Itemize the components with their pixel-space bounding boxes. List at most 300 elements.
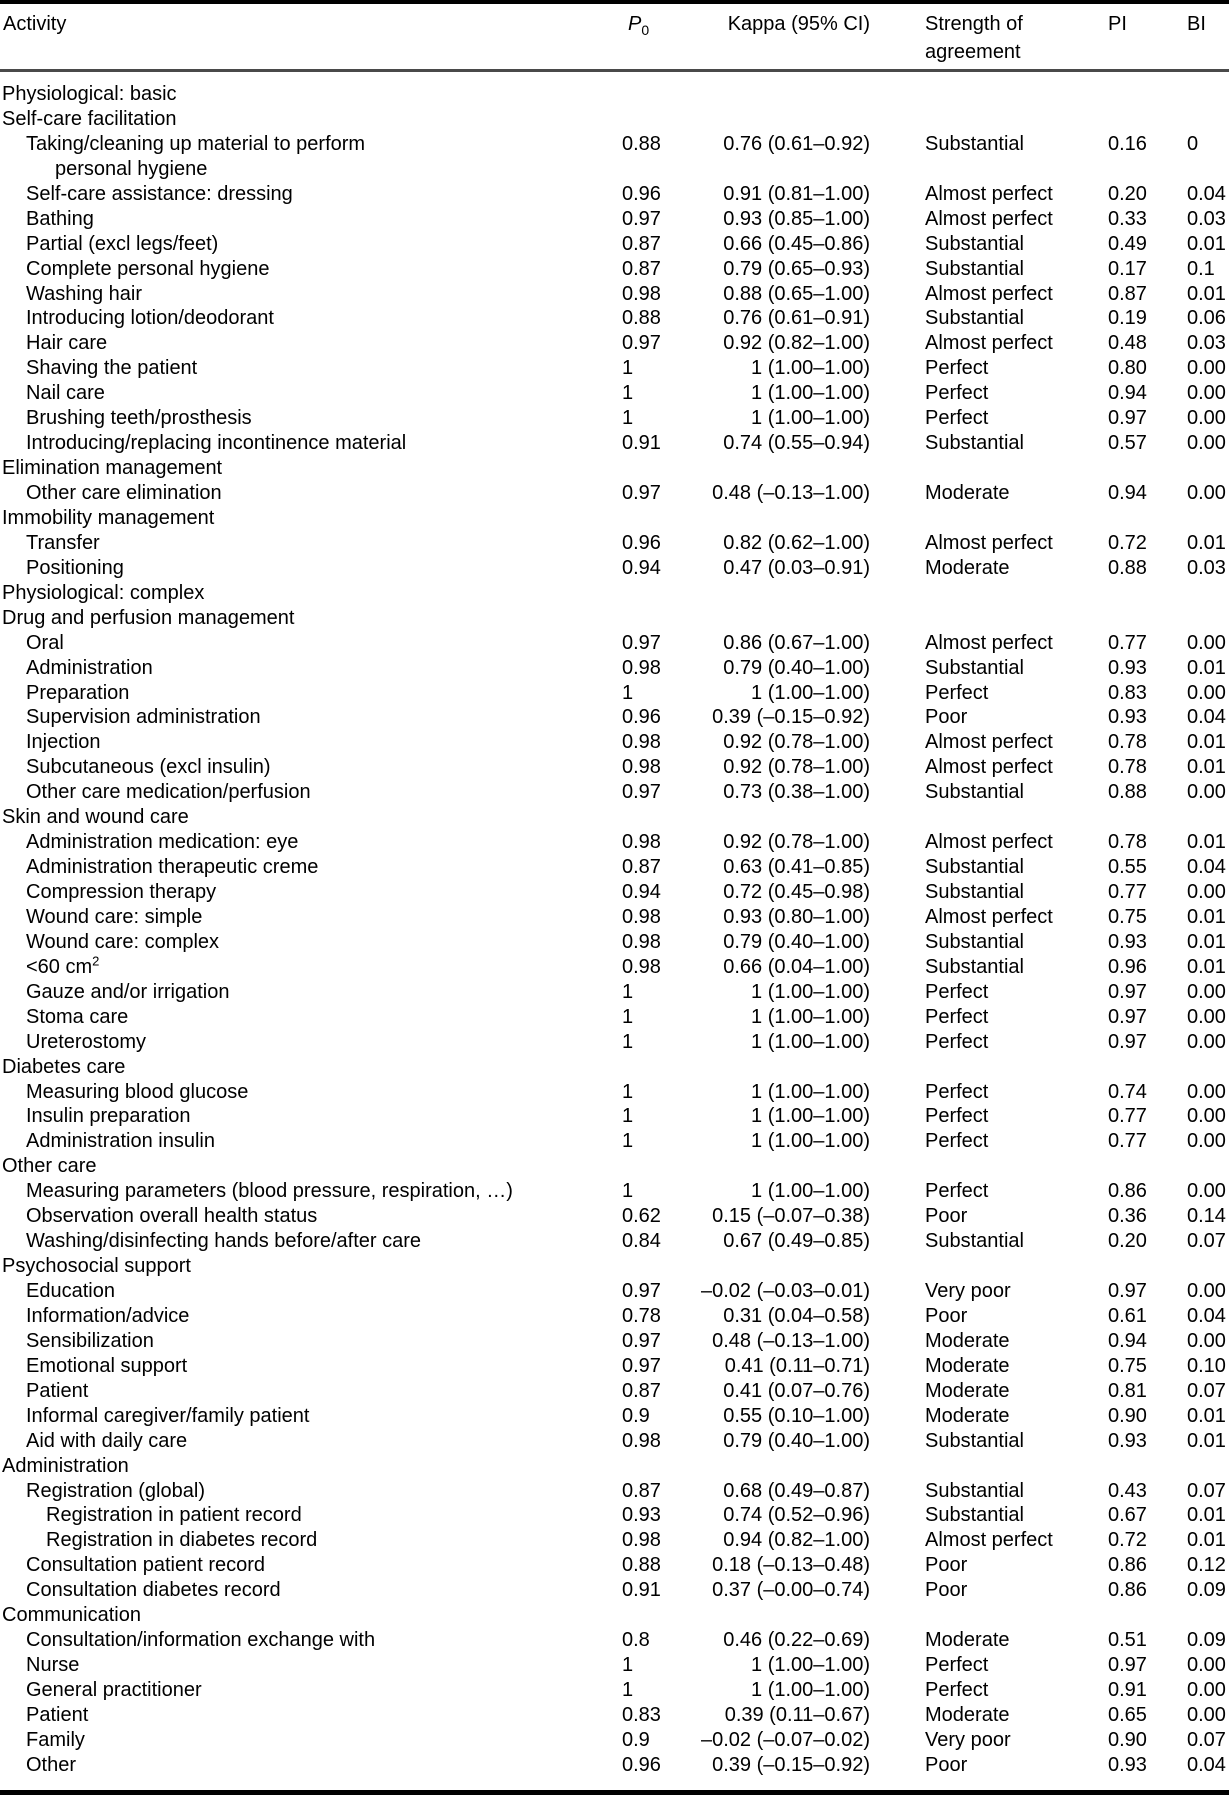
activity-label: Immobility management <box>2 506 215 529</box>
activity-cell <box>0 1154 620 1179</box>
pi-cell: 0.67 <box>1108 1504 1147 1527</box>
table-header-rule <box>0 69 1229 72</box>
kappa-cell: 0.72 (0.45–0.98) <box>723 881 870 903</box>
activity-label: Administration <box>26 656 153 679</box>
strength-cell: Almost perfect <box>925 731 1053 754</box>
activity-cell <box>0 1129 620 1154</box>
table-row <box>0 905 1229 930</box>
activity-cell <box>0 730 620 755</box>
activity-cell <box>0 1254 620 1279</box>
strength-cell: Substantial <box>925 1479 1024 1502</box>
p0-cell: 0.98 <box>622 955 661 978</box>
strength-cell: Very poor <box>925 1280 1011 1302</box>
pi-cell: 0.80 <box>1108 357 1147 380</box>
p0-cell: 0.87 <box>622 232 661 255</box>
activity-label: Hair care <box>26 332 108 355</box>
table-row <box>0 980 1229 1005</box>
kappa-cell: 0.37 (–0.00–0.74) <box>712 1579 870 1602</box>
strength-cell: Almost perfect <box>925 631 1053 654</box>
strength-cell: Poor <box>925 1205 968 1228</box>
table-row <box>0 1728 1229 1753</box>
pi-cell: 0.93 <box>1108 706 1147 729</box>
activity-label: Patient <box>26 1703 89 1726</box>
table-row <box>0 1404 1229 1429</box>
p0-cell: 1 <box>622 1679 634 1701</box>
p0-cell: 0.97 <box>622 482 661 504</box>
p0-cell: 0.87 <box>622 856 661 879</box>
bi-cell: 0.00 <box>1187 482 1226 504</box>
activity-label: Drug and perfusion management <box>2 606 295 629</box>
kappa-cell: 0.63 (0.41–0.85) <box>723 856 870 879</box>
table-row <box>0 780 1229 805</box>
pi-cell: 0.93 <box>1108 930 1147 953</box>
activity-cell <box>0 1678 620 1703</box>
bi-cell: 0.01 <box>1187 731 1226 754</box>
strength-cell: Almost perfect <box>925 905 1053 928</box>
strength-cell: Substantial <box>925 656 1024 679</box>
bi-cell: 0.01 <box>1187 1529 1226 1552</box>
activity-label: Preparation <box>26 681 130 704</box>
activity-label: Self-care assistance: dressing <box>26 182 293 205</box>
table-row <box>0 656 1229 681</box>
table-row <box>0 1179 1229 1204</box>
section-row <box>0 606 1229 631</box>
strength-cell: Substantial <box>925 257 1024 280</box>
activity-cell <box>0 356 620 381</box>
p0-cell: 0.78 <box>622 1304 661 1327</box>
kappa-cell: 0.41 (0.11–0.71) <box>724 1354 870 1377</box>
activity-cell <box>0 257 620 282</box>
activity-cell <box>0 930 620 955</box>
activity-label: Registration in patient record <box>46 1504 302 1527</box>
kappa-cell: 0.74 (0.55–0.94) <box>723 432 870 455</box>
table-row <box>0 631 1229 656</box>
activity-cell <box>0 282 620 307</box>
kappa-cell: 0.93 (0.80–1.00) <box>723 905 870 928</box>
strength-cell: Moderate <box>925 482 1010 504</box>
activity-cell <box>0 805 620 830</box>
p0-cell: 0.98 <box>622 1529 661 1552</box>
kappa-cell: 0.31 (0.04–0.58) <box>723 1304 870 1327</box>
bi-cell: 0.07 <box>1187 1479 1226 1502</box>
section-row <box>0 1454 1229 1479</box>
table-row <box>0 930 1229 955</box>
activity-cell <box>0 107 620 132</box>
bi-cell: 0.00 <box>1187 432 1226 455</box>
bi-cell: 0.04 <box>1187 1304 1226 1327</box>
activity-cell <box>0 1229 620 1254</box>
table-row <box>0 531 1229 556</box>
table-row <box>0 681 1229 706</box>
pi-cell: 0.57 <box>1108 432 1147 455</box>
bi-cell: 0.00 <box>1187 1679 1226 1701</box>
bi-cell: 0.00 <box>1187 407 1226 430</box>
pi-cell: 0.16 <box>1108 132 1147 155</box>
strength-cell: Perfect <box>925 980 989 1003</box>
activity-cell <box>0 830 620 855</box>
activity-cell <box>0 1279 620 1304</box>
kappa-cell: 1 (1.00–1.00) <box>751 1105 870 1128</box>
strength-cell: Perfect <box>925 1105 989 1128</box>
activity-label: Oral <box>26 631 64 654</box>
activity-label: Physiological: complex <box>2 581 205 604</box>
activity-cell <box>0 1429 620 1454</box>
table-row <box>0 406 1229 431</box>
kappa-cell: 0.76 (0.61–0.91) <box>723 307 870 330</box>
table-row <box>0 381 1229 406</box>
p0-cell: 0.97 <box>622 1280 661 1302</box>
bi-cell: 0.01 <box>1187 955 1226 978</box>
bi-cell: 0.00 <box>1187 980 1226 1003</box>
kappa-cell: 0.79 (0.40–1.00) <box>723 1429 870 1452</box>
kappa-cell: 0.48 (–0.13–1.00) <box>712 1329 870 1352</box>
pi-cell: 0.33 <box>1108 207 1147 230</box>
activity-label: Administration medication: eye <box>26 831 299 854</box>
kappa-cell: 1 (1.00–1.00) <box>751 1130 870 1153</box>
activity-label: General practitioner <box>26 1679 202 1701</box>
table-row <box>0 1429 1229 1454</box>
bi-cell: 0.10 <box>1187 1354 1226 1377</box>
kappa-cell: 1 (1.00–1.00) <box>751 1180 870 1203</box>
p0-cell: 1 <box>622 1180 634 1203</box>
bi-cell: 0.1 <box>1187 257 1215 280</box>
table-row <box>0 182 1229 207</box>
bi-cell: 0.00 <box>1187 1080 1226 1103</box>
strength-cell: Perfect <box>925 1654 989 1677</box>
strength-cell: Substantial <box>925 781 1024 804</box>
activity-label: Supervision administration <box>26 706 261 729</box>
p0-cell: 0.83 <box>622 1703 661 1726</box>
table-row <box>0 1703 1229 1728</box>
p0-symbol: P <box>628 13 642 35</box>
kappa-cell: 0.94 (0.82–1.00) <box>723 1529 870 1552</box>
table-row <box>0 1479 1229 1504</box>
pi-cell: 0.91 <box>1108 1679 1147 1701</box>
p0-cell: 0.84 <box>622 1230 661 1253</box>
kappa-cell: 0.39 (–0.15–0.92) <box>712 1753 870 1776</box>
pi-cell: 0.55 <box>1108 856 1147 879</box>
bi-cell: 0.00 <box>1187 1180 1226 1203</box>
p0-cell: 0.98 <box>622 831 661 854</box>
activity-label: Partial (excl legs/feet) <box>26 232 219 255</box>
bi-cell: 0.04 <box>1187 1753 1226 1776</box>
kappa-cell: 0.74 (0.52–0.96) <box>723 1504 870 1527</box>
activity-cell <box>0 1578 620 1603</box>
activity-label: Measuring parameters (blood pressure, respiration, …) <box>26 1180 513 1203</box>
kappa-cell: 1 (1.00–1.00) <box>751 357 870 380</box>
activity-label: Diabetes care <box>2 1055 126 1078</box>
activity-cell <box>0 1603 620 1628</box>
activity-cell <box>0 980 620 1005</box>
pi-cell: 0.75 <box>1108 1354 1147 1377</box>
p0-cell: 1 <box>622 681 634 704</box>
activity-cell <box>0 1055 620 1080</box>
strength-cell: Perfect <box>925 1679 989 1701</box>
p0-cell: 0.87 <box>622 1479 661 1502</box>
strength-cell: Almost perfect <box>925 831 1053 854</box>
activity-cell <box>0 556 620 581</box>
strength-cell: Very poor <box>925 1728 1011 1751</box>
activity-cell <box>0 880 620 905</box>
activity-cell <box>0 1379 620 1404</box>
table-row <box>0 755 1229 780</box>
p0-cell: 0.96 <box>622 182 661 205</box>
kappa-cell: 1 (1.00–1.00) <box>751 681 870 704</box>
kappa-cell: 0.66 (0.04–1.00) <box>723 955 870 978</box>
kappa-cell: 1 (1.00–1.00) <box>751 407 870 430</box>
activity-label: Nurse <box>26 1654 80 1677</box>
table-row <box>0 1229 1229 1254</box>
kappa-cell: 0.15 (–0.07–0.38) <box>712 1205 870 1228</box>
bi-cell: 0.00 <box>1187 1280 1226 1302</box>
pi-cell: 0.72 <box>1108 1529 1147 1552</box>
activity-label: Self-care facilitation <box>2 107 177 130</box>
section-row <box>0 805 1229 830</box>
activity-label: Elimination management <box>2 457 223 480</box>
p0-cell: 0.9 <box>622 1728 650 1751</box>
activity-label: Administration insulin <box>26 1130 215 1153</box>
table-row <box>0 306 1229 331</box>
pi-cell: 0.17 <box>1108 257 1147 280</box>
pi-cell: 0.77 <box>1108 1130 1147 1153</box>
pi-cell: 0.48 <box>1108 332 1147 355</box>
strength-cell: Almost perfect <box>925 531 1053 554</box>
p0-cell: 0.94 <box>622 556 661 579</box>
pi-cell: 0.81 <box>1108 1379 1147 1402</box>
table-row <box>0 1329 1229 1354</box>
strength-cell: Perfect <box>925 1030 989 1053</box>
p0-cell: 0.93 <box>622 1504 661 1527</box>
kappa-cell: 0.68 (0.49–0.87) <box>723 1479 870 1502</box>
activity-cell <box>0 1628 620 1653</box>
kappa-cell: 0.82 (0.62–1.00) <box>723 531 870 554</box>
activity-label: Introducing lotion/deodorant <box>26 307 274 330</box>
kappa-cell: 0.39 (0.11–0.67) <box>724 1703 870 1726</box>
activity-cell <box>0 82 620 107</box>
section-row <box>0 1154 1229 1179</box>
table-row <box>0 1678 1229 1703</box>
bi-cell: 0.00 <box>1187 631 1226 654</box>
table-row <box>0 830 1229 855</box>
bi-cell: 0.01 <box>1187 656 1226 679</box>
kappa-cell: 1 (1.00–1.00) <box>751 382 870 405</box>
activity-cell <box>0 1005 620 1030</box>
strength-cell: Poor <box>925 706 968 729</box>
kappa-cell: 0.73 (0.38–1.00) <box>723 781 870 804</box>
table-header-row <box>0 10 1229 66</box>
activity-label: Introducing/replacing incontinence material <box>26 432 407 455</box>
kappa-cell: 0.92 (0.78–1.00) <box>723 831 870 854</box>
pi-cell: 0.65 <box>1108 1703 1147 1726</box>
activity-label: Patient <box>26 1379 89 1402</box>
p0-cell: 0.97 <box>622 332 661 355</box>
kappa-cell: –0.02 (–0.03–0.01) <box>700 1280 870 1302</box>
p0-cell: 1 <box>622 382 634 405</box>
pi-cell: 0.96 <box>1108 955 1147 978</box>
table-row <box>0 1503 1229 1528</box>
activity-cell <box>0 1179 620 1204</box>
activity-label: Transfer <box>26 531 100 554</box>
strength-cell: Substantial <box>925 930 1024 953</box>
p0-cell: 0.88 <box>622 307 661 330</box>
kappa-cell: 0.18 (–0.13–0.48) <box>712 1554 870 1577</box>
p0-cell: 1 <box>622 1130 634 1153</box>
p0-subscript: 0 <box>641 22 650 38</box>
p0-cell: 0.96 <box>622 531 661 554</box>
activity-label: Injection <box>26 731 101 754</box>
table-row <box>0 705 1229 730</box>
activity-cell <box>0 780 620 805</box>
activity-label: Taking/cleaning up material to perform <box>26 132 366 155</box>
pi-cell: 0.97 <box>1108 1654 1147 1677</box>
activity-cell <box>0 132 620 182</box>
kappa-cell: 0.92 (0.78–1.00) <box>723 756 870 779</box>
activity-label: Wound care: complex <box>26 930 220 953</box>
bi-cell: 0.00 <box>1187 1130 1226 1153</box>
activity-cell <box>0 1080 620 1105</box>
p0-cell: 0.98 <box>622 930 661 953</box>
activity-cell <box>0 1703 620 1728</box>
bi-cell: 0.14 <box>1187 1205 1226 1228</box>
activity-label: Subcutaneous (excl insulin) <box>26 756 271 779</box>
pi-cell: 0.49 <box>1108 232 1147 255</box>
pi-cell: 0.87 <box>1108 282 1147 305</box>
activity-label: Consultation patient record <box>26 1554 266 1577</box>
activity-cell <box>0 1404 620 1429</box>
pi-cell: 0.51 <box>1108 1629 1147 1652</box>
kappa-cell: 0.48 (–0.13–1.00) <box>712 482 870 504</box>
bi-cell: 0.00 <box>1187 881 1226 903</box>
p0-cell: 0.97 <box>622 781 661 804</box>
strength-cell: Poor <box>925 1304 968 1327</box>
pi-cell: 0.90 <box>1108 1728 1147 1751</box>
kappa-cell: 0.76 (0.61–0.92) <box>723 132 870 155</box>
strength-cell: Poor <box>925 1554 968 1577</box>
table-row <box>0 1553 1229 1578</box>
activity-label: Education <box>26 1280 115 1302</box>
table-row <box>0 1653 1229 1678</box>
bi-cell: 0.01 <box>1187 531 1226 554</box>
bi-cell: 0.07 <box>1187 1728 1226 1751</box>
activity-label: Administration <box>2 1454 129 1477</box>
activity-cell <box>0 381 620 406</box>
section-row <box>0 107 1229 132</box>
table-row <box>0 880 1229 905</box>
bi-cell: 0.00 <box>1187 1329 1226 1352</box>
activity-label: Administration therapeutic creme <box>26 856 319 879</box>
activity-cell <box>0 1204 620 1229</box>
table-row <box>0 282 1229 307</box>
activity-label: Family <box>26 1728 85 1751</box>
bi-cell: 0.00 <box>1187 681 1226 704</box>
activity-label: Other care <box>2 1155 97 1178</box>
p0-cell: 0.88 <box>622 1554 661 1577</box>
activity-label: Informal caregiver/family patient <box>26 1404 310 1427</box>
bi-cell: 0 <box>1187 132 1199 155</box>
table-row <box>0 730 1229 755</box>
pi-cell: 0.77 <box>1108 1105 1147 1128</box>
pi-cell: 0.88 <box>1108 781 1147 804</box>
p0-cell: 0.91 <box>622 432 661 455</box>
strength-cell: Substantial <box>925 881 1024 903</box>
activity-cell <box>0 1304 620 1329</box>
table-row <box>0 955 1229 980</box>
activity-cell <box>0 755 620 780</box>
bi-cell: 0.01 <box>1187 1504 1226 1527</box>
table-row <box>0 855 1229 880</box>
activity-label: Aid with daily care <box>26 1429 188 1452</box>
pi-cell: 0.97 <box>1108 407 1147 430</box>
pi-cell: 0.97 <box>1108 980 1147 1003</box>
section-row <box>0 506 1229 531</box>
bi-cell: 0.01 <box>1187 930 1226 953</box>
activity-label: Wound care: simple <box>26 905 203 928</box>
strength-cell: Poor <box>925 1579 968 1602</box>
table-bottom-rule <box>0 1790 1229 1795</box>
activity-label: Observation overall health status <box>26 1205 318 1228</box>
table-row <box>0 1204 1229 1229</box>
activity-label: Shaving the patient <box>26 357 198 380</box>
strength-cell: Perfect <box>925 1130 989 1153</box>
bi-cell: 0.09 <box>1187 1629 1226 1652</box>
p0-cell: 1 <box>622 407 634 430</box>
strength-cell: Substantial <box>925 1504 1024 1527</box>
p0-cell: 0.94 <box>622 881 661 903</box>
table-row <box>0 1379 1229 1404</box>
activity-label: Complete personal hygiene <box>26 257 270 280</box>
activity-cell <box>0 1528 620 1553</box>
table-row <box>0 1005 1229 1030</box>
pi-cell: 0.90 <box>1108 1404 1147 1427</box>
activity-cell <box>0 306 620 331</box>
p0-cell: 0.62 <box>622 1205 661 1228</box>
p0-cell: 0.9 <box>622 1404 650 1427</box>
pi-cell: 0.20 <box>1108 1230 1147 1253</box>
p0-cell: 0.98 <box>622 282 661 305</box>
activity-label: Washing/disinfecting hands before/after care <box>26 1230 422 1253</box>
strength-cell: Substantial <box>925 955 1024 978</box>
activity-cell <box>0 406 620 431</box>
kappa-cell: 0.41 (0.07–0.76) <box>723 1379 870 1402</box>
strength-cell: Moderate <box>925 556 1010 579</box>
activity-cell <box>0 1104 620 1129</box>
table-row <box>0 132 1229 182</box>
activity-cell <box>0 1753 620 1778</box>
table-row <box>0 207 1229 232</box>
activity-cell <box>0 631 620 656</box>
bi-cell: 0.00 <box>1187 1005 1226 1028</box>
pi-cell: 0.43 <box>1108 1479 1147 1502</box>
activity-cell <box>0 681 620 706</box>
table-row <box>0 232 1229 257</box>
bi-cell: 0.00 <box>1187 357 1226 380</box>
kappa-cell: 0.39 (–0.15–0.92) <box>712 706 870 729</box>
strength-cell: Almost perfect <box>925 756 1053 779</box>
activity-cell <box>0 1454 620 1479</box>
p0-cell: 1 <box>622 1105 634 1128</box>
p0-cell: 0.96 <box>622 1753 661 1776</box>
strength-cell: Almost perfect <box>925 332 1053 355</box>
p0-cell: 0.87 <box>622 257 661 280</box>
section-row <box>0 456 1229 481</box>
kappa-cell: 1 (1.00–1.00) <box>751 1654 870 1677</box>
kappa-cell: 0.55 (0.10–1.00) <box>723 1404 870 1427</box>
pi-cell: 0.36 <box>1108 1205 1147 1228</box>
activity-label: Skin and wound care <box>2 806 189 829</box>
activity-label: Washing hair <box>26 282 142 305</box>
kappa-cell: 0.92 (0.82–1.00) <box>723 332 870 355</box>
bi-cell: 0.03 <box>1187 207 1226 230</box>
